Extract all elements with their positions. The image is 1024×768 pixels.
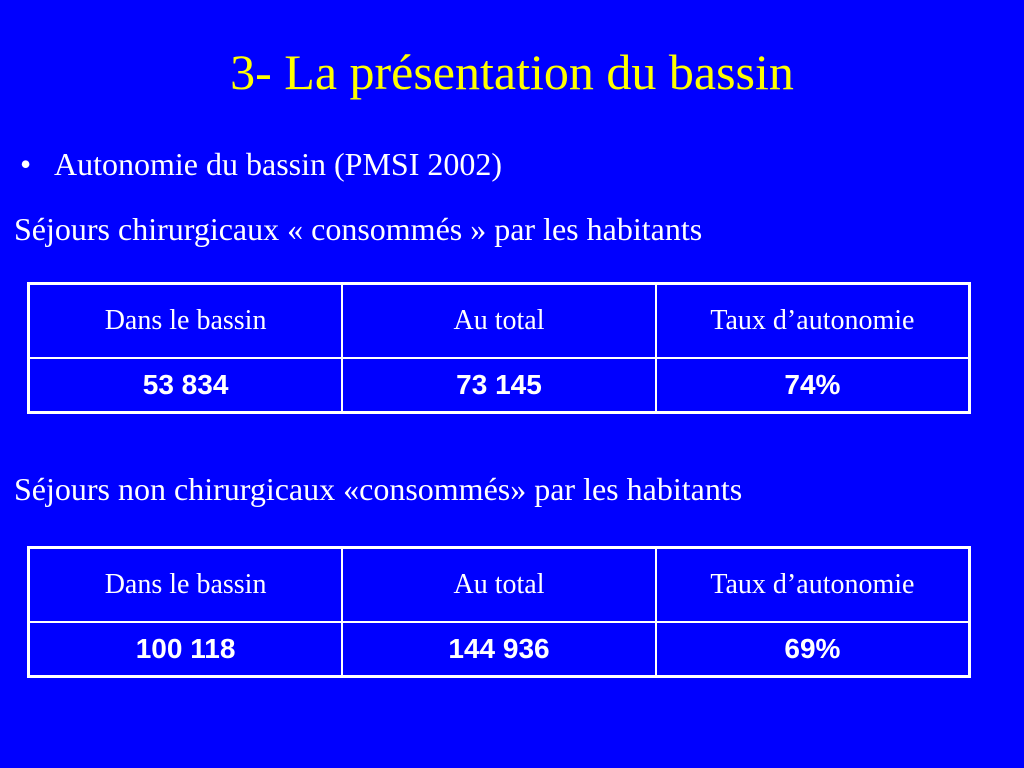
header-cell-autonomy-rate: Taux d’autonomie xyxy=(656,548,970,623)
value-cell-total: 73 145 xyxy=(342,358,656,413)
header-cell-autonomy-rate: Taux d’autonomie xyxy=(656,284,970,359)
header-cell-total: Au total xyxy=(342,284,656,359)
value-cell-in-basin: 53 834 xyxy=(29,358,343,413)
table-header-row xyxy=(29,284,970,359)
header-cell-total: Au total xyxy=(342,548,656,623)
table-value-row xyxy=(29,622,970,677)
value-cell-autonomy-rate: 74% xyxy=(656,358,970,413)
surgical-stays-caption: Séjours chirurgicaux « consommés » par les habitants xyxy=(14,211,703,247)
header-cell-in-basin: Dans le bassin xyxy=(29,548,343,623)
non-surgical-stays-caption: Séjours non chirurgicaux «consommés» par les habitants xyxy=(14,471,743,507)
non-surgical-stays-table xyxy=(27,546,971,678)
value-cell-in-basin: 100 118 xyxy=(29,622,343,677)
bullet-marker: • xyxy=(20,146,32,182)
bullet-text: Autonomie du bassin (PMSI 2002) xyxy=(54,146,502,182)
bullet-item xyxy=(20,140,502,188)
surgical-stays-table xyxy=(27,282,971,414)
value-cell-autonomy-rate: 69% xyxy=(656,622,970,677)
table-header-row xyxy=(29,548,970,623)
table-value-row xyxy=(29,358,970,413)
header-cell-in-basin: Dans le bassin xyxy=(29,284,343,359)
value-cell-total: 144 936 xyxy=(342,622,656,677)
slide-title: 3- La présentation du bassin xyxy=(230,44,794,100)
